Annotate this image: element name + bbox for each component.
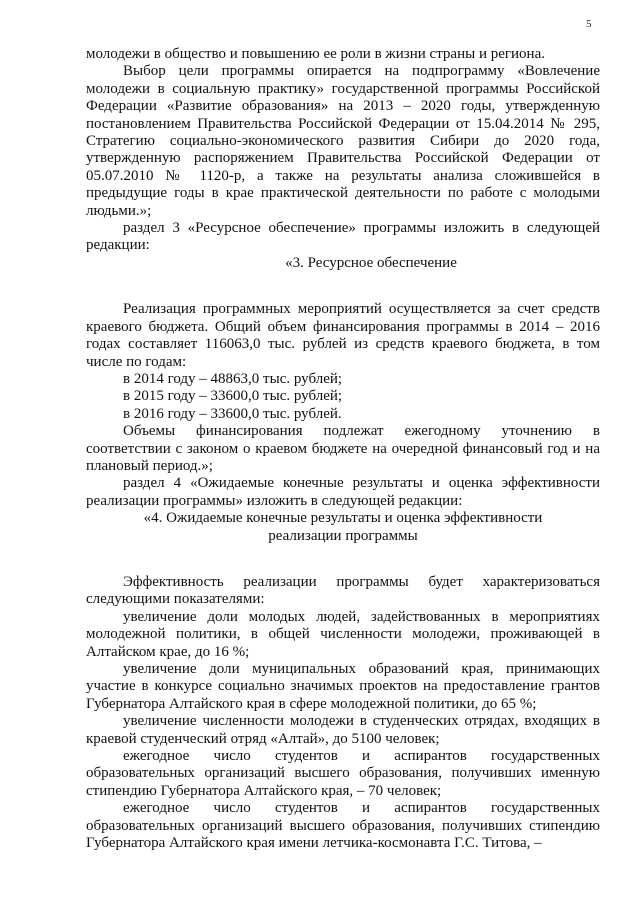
funding-year-2015: в 2015 году – 33600,0 тыс. рублей; (123, 388, 343, 405)
page-number: 5 (586, 18, 592, 30)
indicator-item: увеличение доли молодых людей, задействованных в мероприятиях молодежной политики, в общей численности молодежи, проживающей в Алтайском крае, до 16 %; (86, 608, 600, 660)
indicator-item: ежегодное число студентов и аспирантов государственных образовательных организаций высшего образования, получивших именную стипендию Губернатора Алтайского края, – 70 человек; (86, 748, 600, 799)
funding-year-2016: в 2016 году – 33600,0 тыс. рублей. (123, 405, 342, 422)
paragraph: раздел 4 «Ожидаемые конечные результаты и оценка эффективности реализации программы» изложить в следующей редакции: (86, 475, 600, 509)
indicator-item: увеличение численности молодежи в студенческих отрядах, входящих в краевой студенческий отряд «Алтай», до 5100 человек; (86, 713, 600, 747)
section-heading-4-line2: реализации программы (268, 527, 418, 544)
funding-year-2014: в 2014 году – 48863,0 тыс. рублей; (123, 370, 343, 387)
indicator-item: ежегодное число студентов и аспирантов государственных образовательных организаций высшего образования, получивших стипендию Губернатора Алтайского края имени летчика-космонавта Г.С. Титова, – (86, 800, 600, 852)
document-body (86, 46, 600, 852)
paragraph: Выбор цели программы опирается на подпрограмму «Вовлечение молодежи в социальную практику» государственной программы Российской Федерации «Развитие образования» на 2013 – 2020 годы, утвержденную постановлением Правительства Российской Федерации от 15.04.2014 № 295, Стратегию социально-экономического развития Сибири до 2020 года, утвержденную распоряжением Правительства Российской Федерации от 05.07.2010 № 1120-р, а также на результаты анализа сложившейся в предыдущие годы в крае практической деятельности по работе с молодыми людьми.»; (86, 63, 600, 219)
section-heading-3: «3. Ресурсное обеспечение (285, 254, 457, 271)
paragraph: раздел 3 «Ресурсное обеспечение» программы изложить в следующей редакции: (86, 220, 600, 254)
section-heading-4 (86, 510, 600, 545)
paragraph: молодежи в общество и повышению ее роли в жизни страны и региона. (86, 46, 545, 62)
section-heading-4-line1: «4. Ожидаемые конечные результаты и оценка эффективности (143, 510, 543, 527)
paragraph: Эффективность реализации программы будет характеризоваться следующими показателями: (86, 573, 600, 608)
indicator-item: увеличение доли муниципальных образований края, принимающих участие в конкурсе социально значимых проектов на предоставление грантов Губернатора Алтайского края в сфере молодежной политики, до 65 %; (86, 661, 600, 712)
paragraph: Реализация программных мероприятий осуществляется за счет средств краевого бюджета. Общий объем финансирования программы в 2014 – 2016 годах составляет 116063,0 тыс. рублей из средств краевого бюджета, в том числе по годам: (86, 301, 600, 370)
paragraph: Объемы финансирования подлежат ежегодному уточнению в соответствии с законом о краевом бюджете на очередной финансовый год и на плановый период.»; (86, 423, 600, 474)
